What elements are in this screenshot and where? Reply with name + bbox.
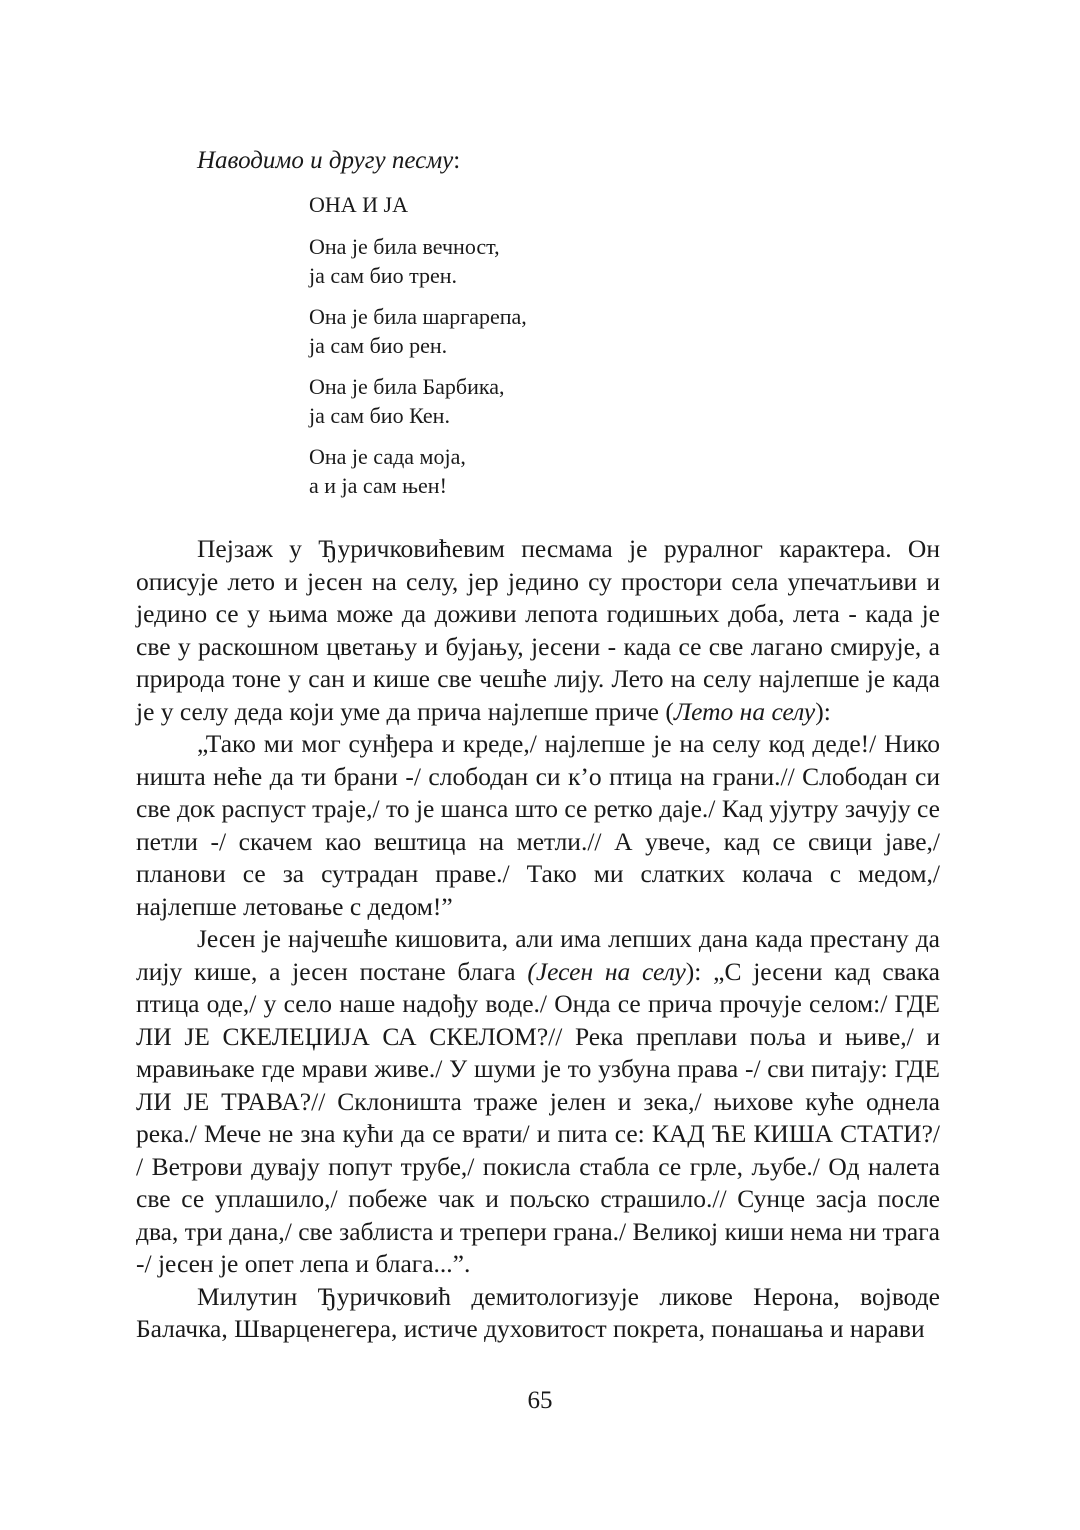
poem-stanza xyxy=(309,442,527,500)
poem-line: ја сам био трен. xyxy=(309,263,457,288)
poem-line: ја сам био рен. xyxy=(309,333,448,358)
poem-stanza xyxy=(309,302,527,360)
poem-stanza xyxy=(309,372,527,430)
poem xyxy=(309,190,527,512)
paragraph-text: Јесен је најчешће кишовита, али има лепших дана када престану да лију кише, а јесен постане блага xyxy=(136,924,940,986)
poem-stanza xyxy=(309,232,527,290)
paragraph-landscape xyxy=(136,533,940,728)
poem-line: Она је сада моја, xyxy=(309,444,466,469)
page-number: 65 xyxy=(527,1387,553,1414)
poem-line: Она је била Барбика, xyxy=(309,374,505,399)
poem-line: Она је била вечност, xyxy=(309,234,500,259)
italic-title-summer: Лето на селу xyxy=(673,696,816,726)
paragraph-demythologize: Милутин Ђуричковић демитологизује ликове Нерона, војводе Балачка, Шварценегера, истиче духовитост покрета, понашања и нарави xyxy=(136,1281,940,1343)
paragraph-autumn xyxy=(136,923,940,1281)
poem-line: ја сам био Кен. xyxy=(309,403,450,428)
paragraph-text: ): „С јесени кад свака птица оде,/ у село наше надођу воде./ Онда се прича прочује селом:/ ГДЕ ЛИ ЈЕ СКЕЛЕЏИЈА СА СКЕЛОМ?// Река преплави поља и њиве,/ и мравињаке где мрави живе./ У шуми је то узбуна права -/ сви питају: ГДЕ ЛИ ЈЕ ТРАВА?// Склоништа траже јелен и зека,/ њихове куће однела река./ Мече не зна кући да се врати/ и пита се: КАД ЋЕ КИША СТАТИ?/ / Ветрови дувају попут трубе,/ покисла стабла се грле, љубе./ Од налета све се уплашило,/ побеже чак и пољско страшило.// Сунце засја после два, три дана,/ све заблиста и трепери грана./ Великој киши нема ни трага -/ јесен је опет лепа и блага...”. xyxy=(136,956,940,1278)
body-text xyxy=(136,533,940,1346)
paragraph-summer-quote: „Тако ми мог сунђера и креде,/ најлепше је на селу код деде!/ Нико ништа неће да ти брани -/ слободан си к’о птица на грани.// Слободан си све док распуст траје,/ то је шанса што се ретко даје./ Кад ујутру зачују се петли -/ скачем као вештица на метли.// А увече, кад се свици јаве,/ планови се за сутрадан праве./ Тако ми слатких колача с медом,/ најлепше летовање с дедом!” xyxy=(136,729,940,921)
poem-line: а и ја сам њен! xyxy=(309,473,447,498)
poem-line: Она је била шаргарепа, xyxy=(309,304,527,329)
paragraph-text: Пејзаж у Ђуричковићевим песмама је руралног карактера. Он описује лето и јесен на селу, јер једино су простори села упечатљиви и једино се у њима може да доживи лепота годишњих доба, лета - када је све у раскошном цветању и бујању, јесени - када се све лагано смирује, а природа тоне у сан и кише све чешће лију. Лето на селу најлепше је када је у селу деда који уме да прича најлепше приче ( xyxy=(136,534,940,726)
paragraph-text: ): xyxy=(815,696,831,726)
italic-title-autumn: (Јесен на селу xyxy=(527,956,686,986)
poem-title: ОНА И ЈА xyxy=(309,192,408,217)
intro-colon: : xyxy=(453,147,461,174)
intro-text: Наводимо и другу песму xyxy=(197,147,454,174)
intro-line xyxy=(197,145,460,177)
